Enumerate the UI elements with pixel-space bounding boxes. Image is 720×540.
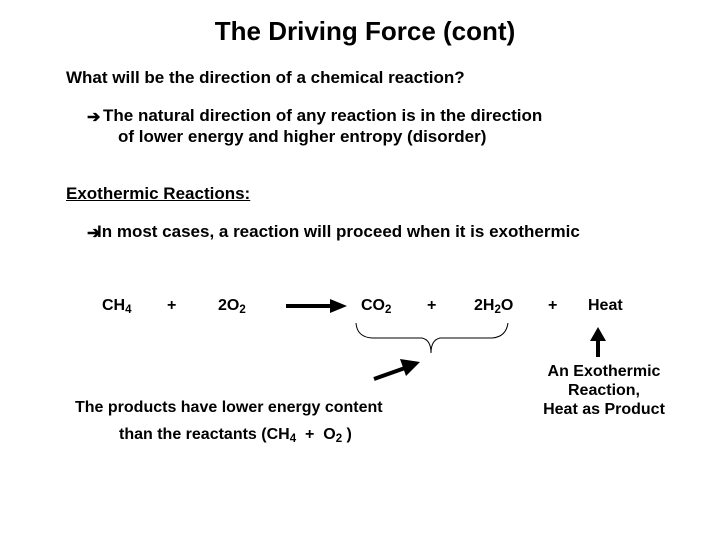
heat-label: Heat [588,297,623,314]
co2-formula: $CO_2$ [361,297,392,316]
pointer-arrow-icon [374,359,420,379]
plus-sign: + [427,297,437,314]
exothermic-note [524,362,684,419]
up-arrow-icon [590,327,606,357]
bullet-natural-direction-line2: of lower energy and higher entropy (disorder) [118,127,487,146]
o2-formula: $2O_2$ [218,297,246,316]
slide-title: The Driving Force (cont) [214,16,516,46]
products-brace-icon [356,323,508,353]
plus-sign: + [167,297,177,314]
products-note-line2: than the reactants ($CH_4 + O_2$ ) [119,426,352,445]
bullet-arrow-icon: ➔ [87,109,101,126]
products-note-line1: The products have lower energy content [75,399,383,416]
reaction-arrow-icon [286,299,347,313]
ch4-formula: $CH_4$ [102,297,132,316]
exothermic-heading: Exothermic Reactions: [66,184,251,203]
bullet-exothermic-text: In most cases, a reaction will proceed when it is exothermic [97,222,580,241]
question-text: What will be the direction of a chemical reaction? [66,68,465,87]
h2o-formula: $2H_2O$ [474,297,514,316]
exothermic-note-line2: Reaction, [567,382,640,399]
bullet-arrow-icon: ➔ [87,225,101,242]
exothermic-note-line1: An Exothermic [547,363,661,380]
exothermic-note-line3: Heat as Product [543,401,665,418]
bullet-natural-direction-line1: The natural direction of any reaction is in the direction [103,106,543,125]
plus-sign: + [548,297,558,314]
